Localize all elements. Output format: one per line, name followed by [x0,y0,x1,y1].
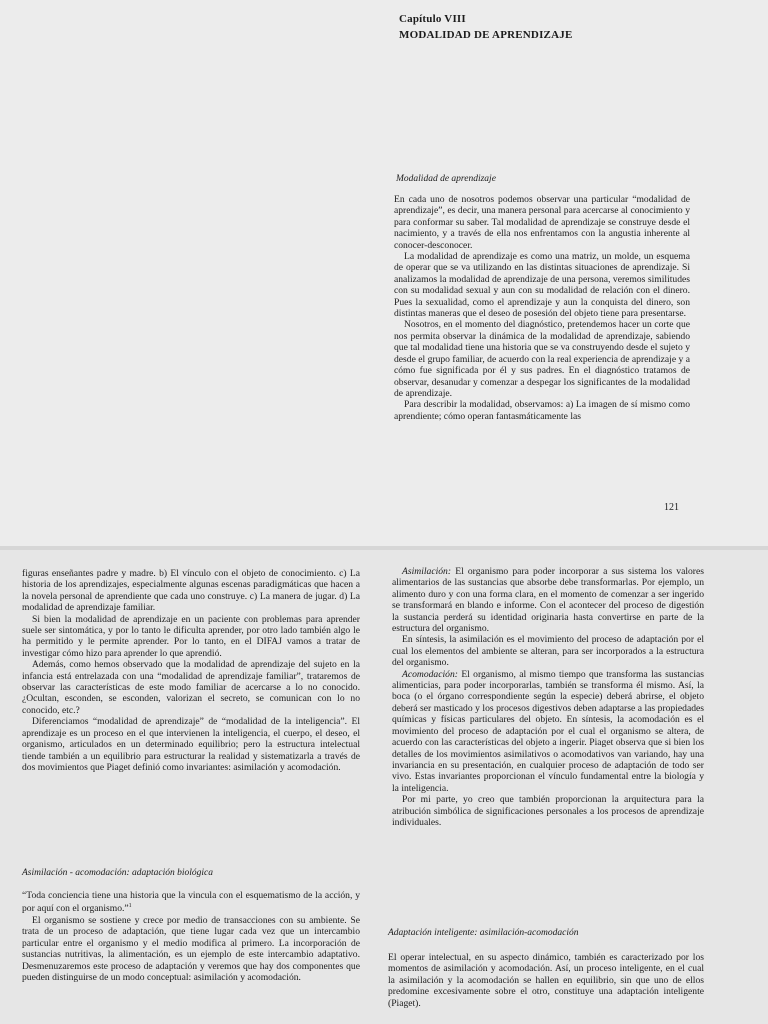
paragraph-asimilacion [392,566,704,634]
term-asimilacion: Asimilación: [402,566,452,577]
paragraph: Por mi parte, yo creo que también proporcionan la arquitectura para la atribución simbólica de significaciones personales a los procesos de aprendizaje individuales. [392,794,704,828]
chapter-title: MODALIDAD DE APRENDIZAJE [399,29,573,41]
lower-left-quote-and-text [22,890,360,983]
text-acomodacion: El organismo, al mismo tiempo que transforma las sustancias alimenticias, para poder incorporarlas, también se transforma él mismo. Así, la boca (o el órgano correspondiente según la especie) deberá abrirse, el objeto deberá ser masticado y los procesos digestivos deben adaptarse a las propiedades químicas y físicas particulares del objeto. En síntesis, la acomodación es el movimiento del proceso de adaptación por el cual el organismo se altera, de acuerdo con las características del objeto a ingerir. Piaget observa que si bien los detalles de los movimientos asimilativos o acomodativos van variando, hay una invariancia en su presentación, en cualquier proceso de adaptación de todo ser vivo. Estas invariantes proporcionan el vínculo fundamental entre la biología y la inteligencia. [392,668,705,794]
paragraph-acomodacion [392,669,704,794]
term-acomodacion: Acomodación: [402,668,458,680]
paragraph: Nosotros, en el momento del diagnóstico, pretendemos hacer un corte que nos permita observar la dinámica de la modalidad de aprendizaje, sabiendo que tal modalidad tiene una historia que se va construyendo desde el sujeto y desde el grupo familiar, de acuerdo con la real experiencia de aprendizaje y a cómo fue significada por él y sus padres. En el diagnóstico tratamos de observar, desanudar y comenzar a despegar los significantes de la modalidad de aprendizaje. [394,319,690,399]
page-fold-shadow [0,546,768,550]
text-asimilacion: El organismo para poder incorporar a sus sistema los valores alimentarios de las sustancias que absorbe debe transformarlas. Por ejemplo, un alimento duro y con una forma clara, en el momento de comenzar a ser ingerido se transformará en blando e informe. Con el acontecer del proceso de digestión la sustancia perderá su identidad originaria hasta convertirse en parte de la estructura del organismo. [392,566,704,635]
paragraph: El organismo se sostiene y crece por medio de transacciones con su ambiente. Se trata de un proceso de adaptación, que tiene lugar cada vez que un intercambio particular entre el organismo y el medio modifica al primero. La incorporación de sustancias nutritivas, la alimentación, es un ejemplo de este intercambio adaptativo. Desmenuzaremos este proceso de adaptación y veremos que hay dos componentes que pueden distinguirse de un modo conceptual: asimilación y acomodación. [22,915,360,984]
paragraph: Además, como hemos observado que la modalidad de aprendizaje del sujeto en la infancia está entrelazada con una “modalidad de aprendizaje familiar”, trataremos de observar las características de este modo familiar de acercarse a lo no conocido. ¿Ocultan, esconden, se esconden, valorizan el secreto, se comunican con lo no conocido, etc.? [22,659,360,716]
paragraph: En cada uno de nosotros podemos observar una particular “modalidad de aprendizaje”, es decir, una manera personal para acercarse al conocimiento y para conformar su saber. Tal modalidad de aprendizaje se construye desde el nacimiento, y a través de ella nos enfrentamos con la angustia inherente al conocer-desconocer. [394,194,690,251]
section-heading-adaptacion-inteligente: Adaptación inteligente: asimilación-acomodación [388,928,579,938]
paragraph: En síntesis, la asimilación es el movimiento del proceso de adaptación por el cual los elementos del ambiente se alteran, para ser incorporados a la estructura del organismo. [392,634,704,669]
lower-right-final [388,952,704,1009]
quote [22,890,360,915]
paragraph: Si bien la modalidad de aprendizaje en un paciente con problemas para aprender suele ser sintomática, y por lo tanto le dificulta aprender, por otro lado también algo le ha permitido y le permite aprender. Por lo tanto, en el DIFAJ vamos a tratar de investigar cómo hizo para aprender lo que aprendió. [22,613,360,659]
paragraph: figuras enseñantes padre y madre. b) El vínculo con el objeto de conocimiento. c) La historia de los aprendizajes, especialmente algunas escenas paradigmáticas que hacen a la novela personal de aprendiente que cada uno construye. c) La manera de jugar. d) La modalidad de aprendizaje familiar. [22,568,360,614]
section-heading-modalidad: Modalidad de aprendizaje [396,174,496,184]
lower-right-column [392,566,704,828]
paragraph: Para describir la modalidad, observamos: a) La imagen de sí mismo como aprendiente; cómo operan fantasmáticamente las [394,399,690,422]
chapter-number: Capítulo VIII [399,13,466,25]
paragraph: Diferenciamos “modalidad de aprendizaje” de “modalidad de la inteligencia”. El aprendizaje es un proceso en el que intervienen la inteligencia, el cuerpo, el deseo, el organismo, articulados en un determinado equilibrio; pero la estructura intelectual tiende también a un equilibrio para estructurar la realidad y sistematizarla a través de dos movimientos que Piaget definió como invariantes: asimilación y acomodación. [22,716,360,773]
footnote-mark: 1 [128,903,132,910]
page-number: 121 [664,502,679,513]
paragraph: La modalidad de aprendizaje es como una matriz, un molde, un esquema de operar que se va utilizando en las distintas situaciones de aprendizaje. Si analizamos la modalidad de aprendizaje de una persona, veremos similitudes con su modalidad sexual y aun con su modalidad de relación con el dinero. Pues la sexualidad, como el aprendizaje y aun la conquista del dinero, son distintas maneras que el deseo de posesión del objeto tiene para presentarse. [394,251,690,320]
paragraph: El operar intelectual, en su aspecto dinámico, también es caracterizado por los momentos de asimilación y acomodación. Así, un proceso inteligente, en el cual la asimilación y la acomodación se hallen en equilibrio, sin que uno de ellos predomine excesivamente sobre el otro, constituye una adaptación inteligente (Piaget). [388,952,704,1009]
quote-text: “Toda conciencia tiene una historia que la vincula con el esquematismo de la acción, y por aquí con el organismo.” [22,890,360,915]
section-heading-asimilacion-acomodacion: Asimilación - acomodación: adaptación biológica [22,868,214,878]
upper-body-text [394,194,690,422]
lower-left-column [22,568,360,773]
